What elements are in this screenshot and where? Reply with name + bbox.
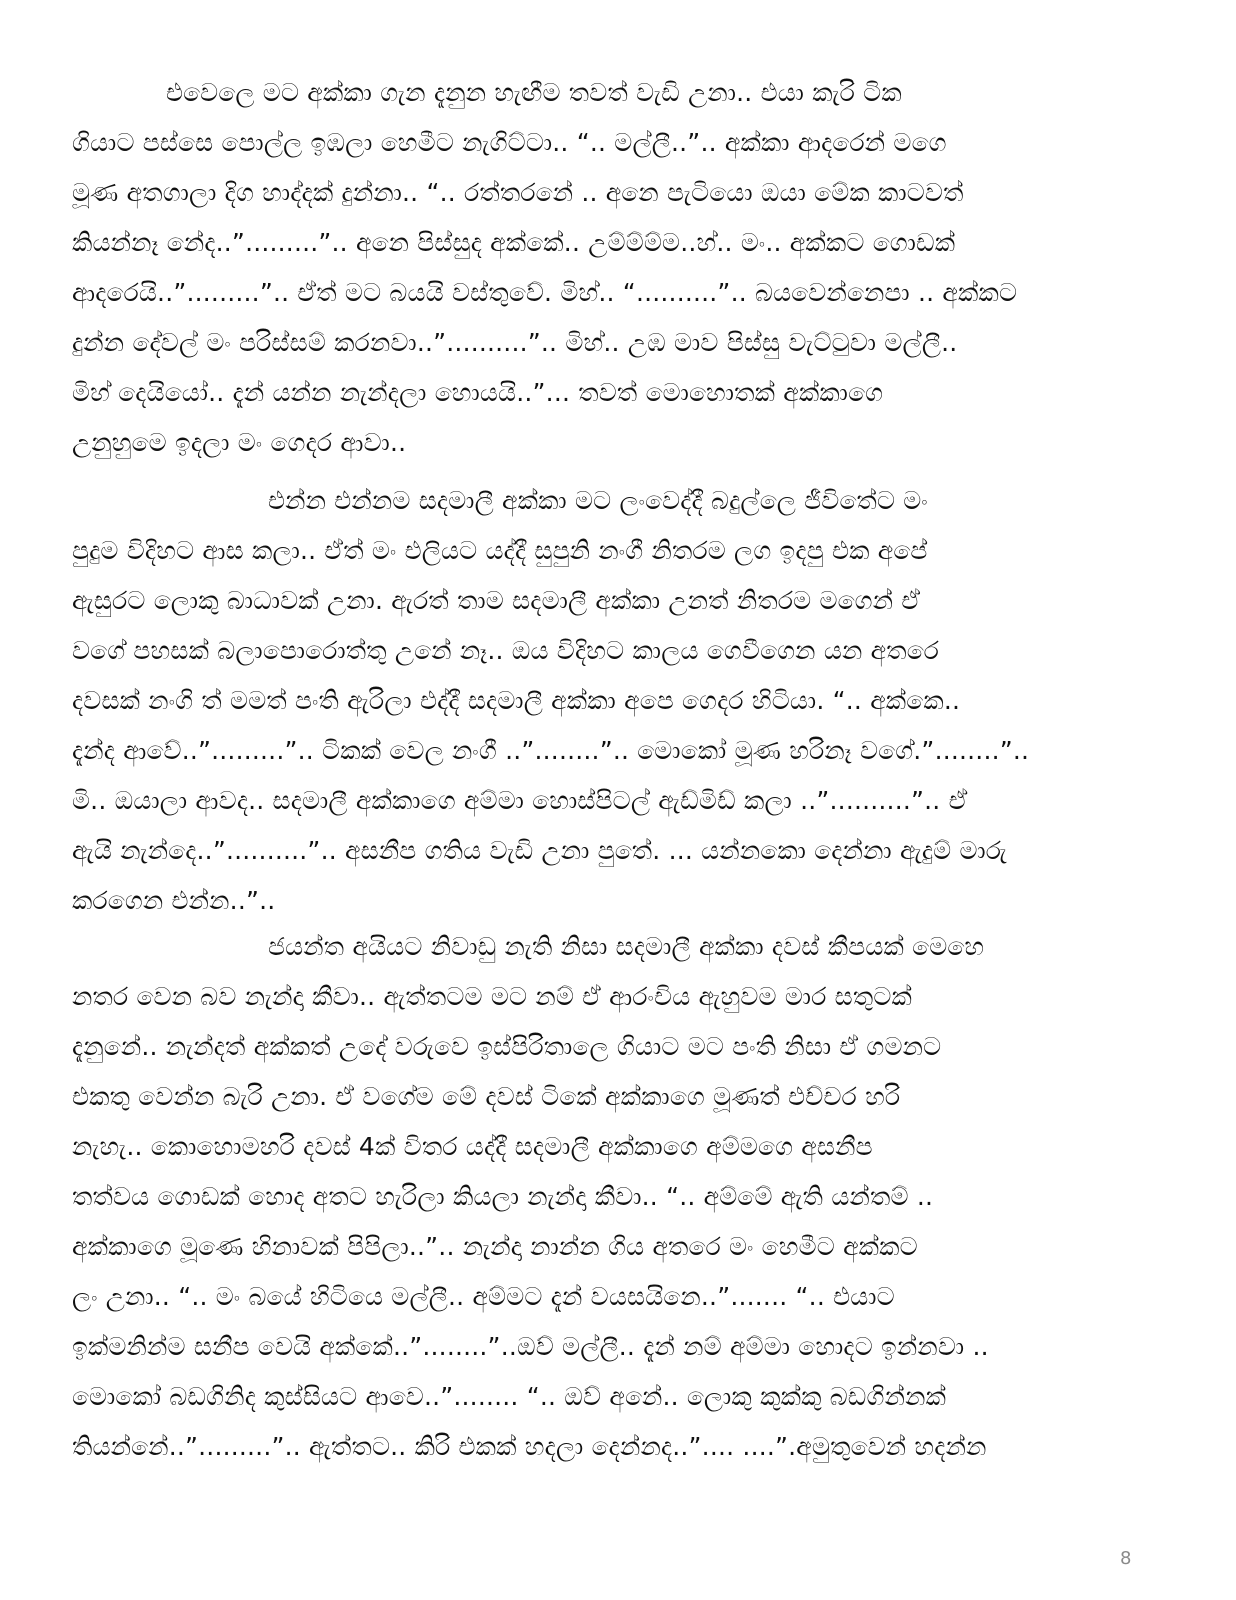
text-line: උනුහුමෙ ඉදලා මං ගෙදර ආවා.. xyxy=(72,428,407,457)
text-line: එකතු වෙන්න බැරි උනා. ඒ වගේම මේ දවස් ටිකේ අක්කාගෙ මූණත් එච්චර හරි xyxy=(72,1082,901,1111)
text-line: තියන්නේ..”.........”.. ඇත්තට.. කිරි එකක් හදලා දෙන්නද..”.... ....”.අමුතුවෙන් හදන්න xyxy=(72,1432,987,1461)
text-line: නතර වෙන බව නැන්දා කීවා.. ඇත්තටම මට නම් ඒ ආරංචිය ඇහුවම මාර සතුටක් xyxy=(72,982,913,1011)
text-line: අක්කාගෙ මූණෙ හිනාවක් පිපිලා..”.. නැන්දා නාන්න ගිය අතරෙ මං හෙමීට අක්කට xyxy=(72,1232,918,1261)
paragraph-3 xyxy=(72,922,1162,1472)
text-line: ඇයි නැන්දෙ..”..........”.. අසනීප ගතිය වැඩි උනා පුතේ. ... යන්නකො දෙන්නා ඇදුම් මාරු xyxy=(72,836,1007,865)
text-line: එන්න එන්නම සදමාලී අක්කා මට ලංවෙද්දී බදුල්ලෙ ජීවිතේට මං xyxy=(268,486,928,515)
text-line: එවෙලෙ මට අක්කා ගැන දැනුන හැඟීම තවත් වැඩි උනා.. එයා කැරි ටික xyxy=(166,78,902,107)
text-line: නැහැ.. කොහොමහරි දවස් 4ක් විතර යද්දී සදමාලී අක්කාගෙ අම්මගෙ අසනීප xyxy=(72,1132,873,1161)
text-line: ඉක්මනින්ම සනීප වෙයි අක්කේ..”........”..ඔව් මල්ලී.. දැන් නම් අම්මා හොදට ඉන්නවා .. xyxy=(72,1332,989,1361)
text-line: ආදරෙයි..”.........”.. ඒත් මට බයයි වස්තුවේ. මිහ්.. “..........”.. බයවෙන්නෙපා .. අක්කට xyxy=(72,278,1018,307)
text-line: තත්වය ගොඩක් හොද අතට හැරිලා කියලා නැන්දා කීවා.. “.. අම්මේ ඇති යන්තම් .. xyxy=(72,1182,934,1211)
text-line: මිහ් දෙයියෝ.. දැන් යන්න නැන්දලා හොයයි..”... තවත් මොහොතක් අක්කාගෙ xyxy=(72,378,884,407)
paragraph-1 xyxy=(72,68,1162,468)
text-line: කරගෙන එන්න..”.. xyxy=(72,886,276,915)
text-line: මූණ අතගාලා දිග හාද්දක් දුන්නා.. “.. රත්තරනේ .. අනෙ පැටියො ඔයා මේක කාටවත් xyxy=(72,178,964,207)
text-line: මොකෝ බඩගිනිද කුස්සියට ආවෙ..”........ “.. ඔව් අනේ.. ලොකු කුක්කු බඩගින්නක් xyxy=(72,1382,947,1411)
text-line: දැන්ද ආවේ..”.........”.. ටිකක් වෙල නංගී ..”........”.. මොකෝ මූණ හරිනෑ වගේ.”........”.. xyxy=(72,736,1030,765)
text-line: ලං උනා.. “.. මං බයේ හිටියෙ මල්ලී.. අම්මට දැන් වයසයිනෙ..”....... “.. එයාට xyxy=(72,1282,895,1311)
text-line: වගේ පහසක් බලාපොරොත්තු උනේ නෑ.. ඔය විදිහට කාලය ගෙවීගෙන යන අතරෙ xyxy=(72,636,940,665)
page-number: 8 xyxy=(1120,1548,1132,1569)
text-line: දවසක් නංගි ත් මමත් පංති ඇරිලා එද්දී සදමාලී අක්කා අපෙ ගෙදර හිටියා. “.. අක්කෙ.. xyxy=(72,686,961,715)
text-line: දුන්න දේවල් මං පරිස්සම් කරනවා..”..........”.. මිහ්.. උඹ මාව පිස්සු වැට්ටුවා මල්ලී.. xyxy=(72,328,958,357)
text-line: කියන්නෑ නේද..”.........”.. අනෙ පිස්සුද අක්කේ.. උම්ම්ම්ම..හ්.. මං.. අක්කට ගොඩක් xyxy=(72,228,956,257)
text-line: පුදුම විදිහට ආස කලා.. ඒත් මං එලියට යද්දී සුපුනි නංගී නිතරම ලග ඉදපු එක අපේ xyxy=(72,536,928,565)
text-line: ජයන්ත අයියට නිවාඩු නැති නිසා සදමාලී අක්කා දවස් කීපයක් මෙහෙ xyxy=(268,932,985,961)
paragraph-2 xyxy=(72,476,1162,926)
text-line: ඇසුරට ලොකු බාධාවක් උනා. ඇරත් තාම සදමාලී අක්කා උනත් නිතරම මගෙන් ඒ xyxy=(72,586,921,615)
text-line: මි.. ඔයාලා ආවද.. සදමාලී අක්කාගෙ අම්මා හොස්පිටල් ඇඩ්මිඩ් කලා ..”..........”.. ඒ xyxy=(72,786,968,815)
text-line: ගියාට පස්සෙ පොල්ල ඉඹලා හෙමීට නැගිට්ටා.. “.. මල්ලී..”.. අක්කා ආදරෙන් මගෙ xyxy=(72,128,947,157)
text-line: දැනුනේ.. නැන්දත් අක්කත් උදේ වරුවෙ ඉස්පිරිතාලෙ ගියාට මට පංති නිසා ඒ ගමනට xyxy=(72,1032,942,1061)
